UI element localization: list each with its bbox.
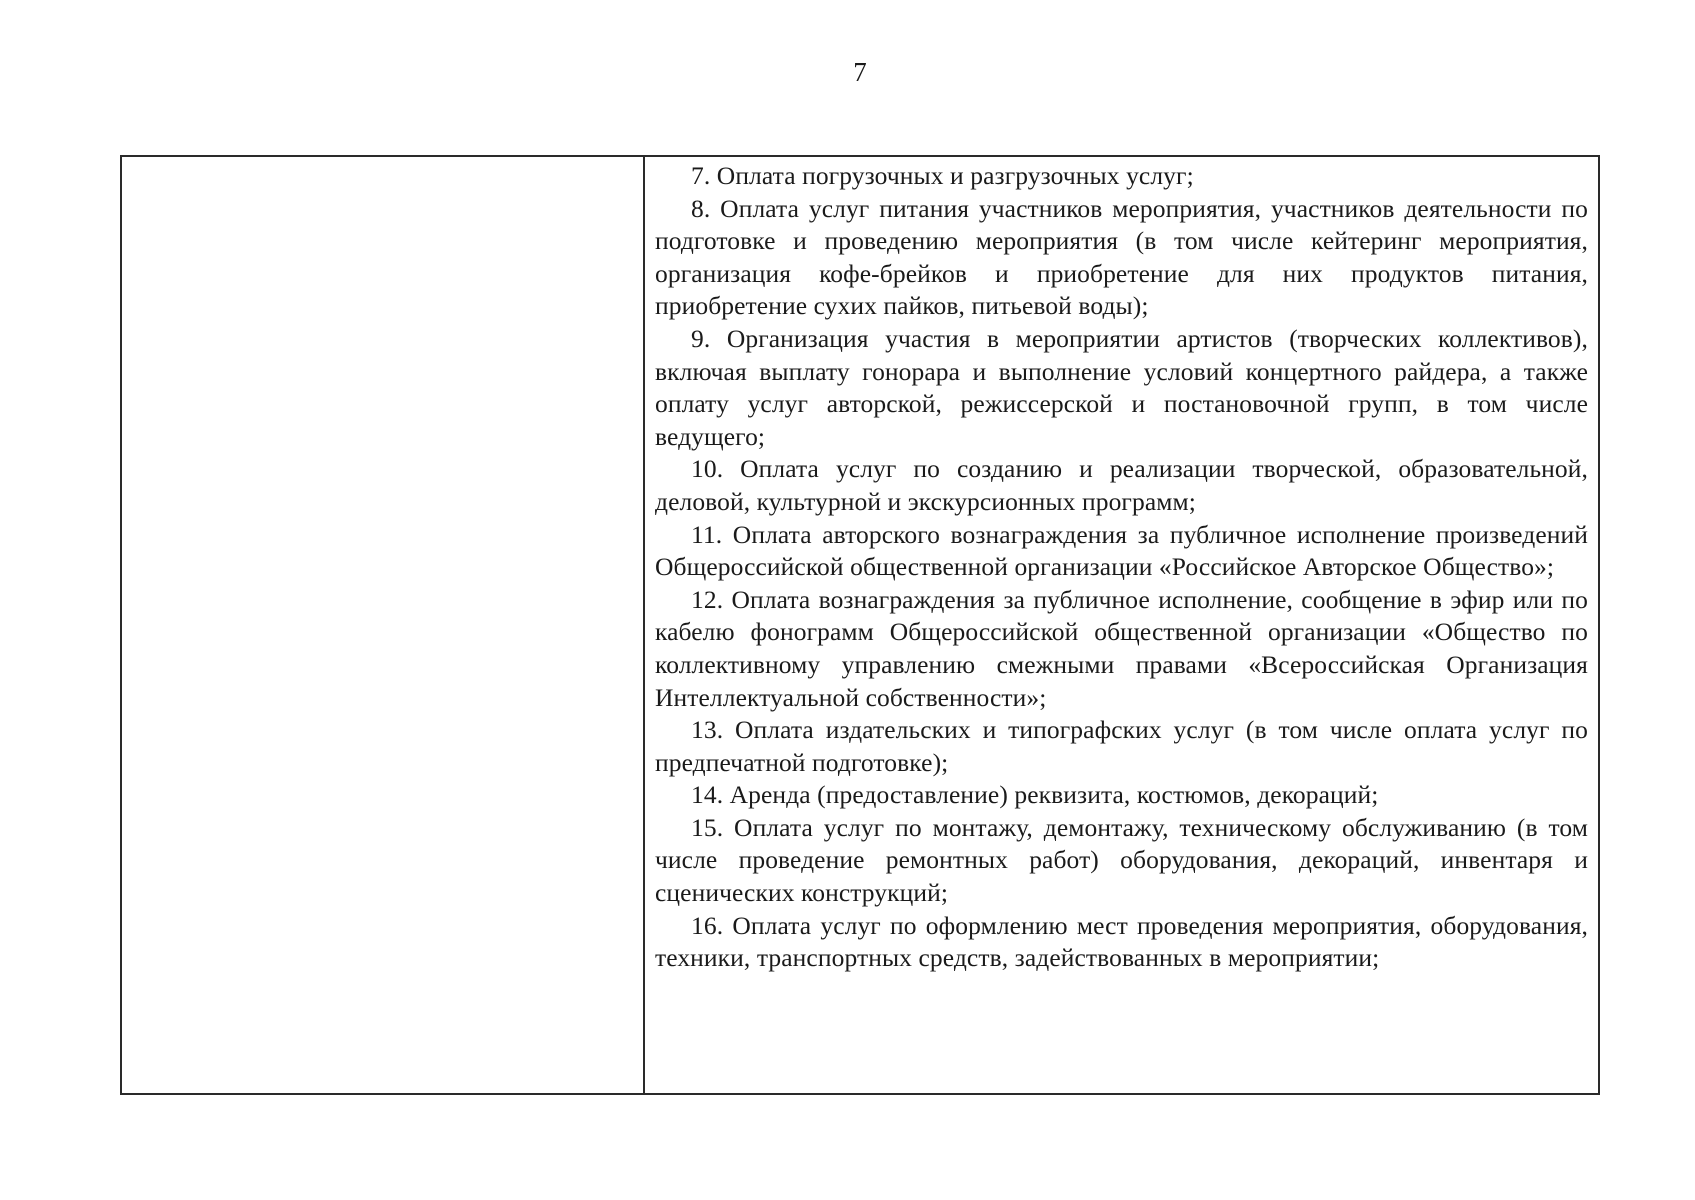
list-item-11: 11. Оплата авторского вознаграждения за публичное исполнение произведений Общероссийской общественной организации «Российское Авторское Общество»;: [655, 519, 1588, 582]
list-item-16: 16. Оплата услуг по оформлению мест проведения мероприятия, оборудования, техники, транспортных средств, задействованных в мероприятии;: [655, 910, 1588, 973]
list-item-14: 14. Аренда (предоставление) реквизита, костюмов, декораций;: [691, 780, 1379, 810]
page-number: 7: [853, 57, 867, 87]
list-item-15: 15. Оплата услуг по монтажу, демонтажу, техническому обслуживанию (в том числе проведение ремонтных работ) оборудования, декораций, инвентаря и сценических конструкций;: [655, 812, 1588, 908]
list-item-9: 9. Организация участия в мероприятии артистов (творческих коллективов), включая выплату гонорара и выполнение условий концертного райдера, а также оплату услуг авторской, режиссерской и постановочной групп, в том числе ведущего;: [655, 323, 1588, 451]
list-item-12: 12. Оплата вознаграждения за публичное исполнение, сообщение в эфир или по кабелю фонограмм Общероссийской общественной организации «Общество по коллективному управлению смежными правами «Всероссийская Организация Интеллектуальной собственности»;: [655, 584, 1588, 712]
list-item-10: 10. Оплата услуг по созданию и реализации творческой, образовательной, деловой, культурной и экскурсионных программ;: [655, 454, 1588, 516]
document-table: [120, 155, 1600, 1095]
list-item-13: 13. Оплата издательских и типографских услуг (в том числе оплата услуг по предпечатной подготовке);: [655, 715, 1588, 777]
table-cell-right: [645, 157, 1598, 1093]
list-item-8: 8. Оплата услуг питания участников мероприятия, участников деятельности по подготовке и проведению мероприятия (в том числе кейтеринг мероприятия, организация кофе-брейков и приобретение для них продуктов питания, приобретение сухих пайков, питьевой воды);: [655, 193, 1588, 321]
table-cell-left-empty: [122, 157, 645, 1093]
list-item-7: 7. Оплата погрузочных и разгрузочных услуг;: [691, 161, 1194, 190]
